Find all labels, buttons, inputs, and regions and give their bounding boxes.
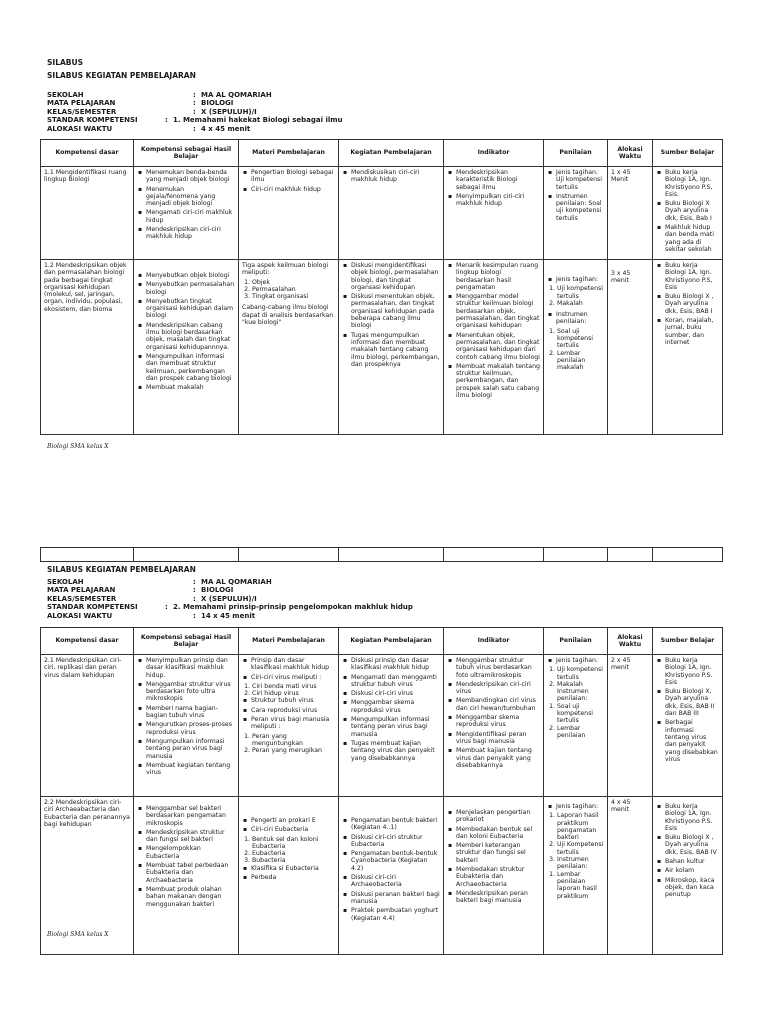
meta-value: BIOLOGI: [201, 99, 234, 108]
meta-key: ALOKASI WAKTU: [47, 611, 113, 620]
list-item: 1. Ciri benda mati virus: [252, 683, 335, 690]
list-item: ▪ Buku Biologi X Dyah aryulina dkk, Esis, Bab I: [665, 200, 719, 222]
header-kegiatan: Kegiatan Pembelajaran: [339, 140, 444, 167]
page2-top-strip: [40, 547, 723, 562]
list-item: ▪ Menggambar model struktur keilmuan biologi berdasarkan objek, permasalahan, dan tingkat organisasi kehidupan: [456, 293, 540, 329]
kegiatan-cell: [339, 797, 444, 955]
meta-key: SEKOLAH: [47, 578, 84, 586]
alokasi-cell: 2 x 45 menit: [608, 655, 653, 797]
list-item: 1. Uji kompetensi tertulis: [557, 285, 604, 300]
kd-cell: 2.2 Mendeskripsikan ciri-ciri Archaeabacteria dan Eubacteria dan peranannya bagi kehidupan: [41, 797, 134, 955]
list-item: ▪ Ciri-ciri makhluk hidup: [251, 186, 335, 193]
list-item: ▪ Ciri-ciri virus meliputi :: [251, 674, 335, 681]
list-item: 2. Peran yang merugikan: [252, 747, 335, 754]
list-item: ▪ Diskusi mengidentifikasi objek biologi, permasalahan biologi, dan tingkat organsasi kehidupan: [351, 262, 440, 291]
materi-cell: Tiga aspek keilmuan biologi meliputi: 1. Objek 2. Permasalahan 3. Tingkat organisasi Cabang-cabang ilmu biologi dapat di analisis berdasarkan "kue biologi": [239, 260, 339, 435]
indikator-cell: [444, 655, 544, 797]
list-item: 2. Lembar penilaian: [557, 725, 604, 740]
list-item: ▪ Membuat kajian tentang virus dan penyakit yang disebabkannya: [456, 747, 540, 769]
penilaian-cell: ▪ Jenis tagihan: 1. Uji kompetensi tertulis 2. Makalah ▪ Instrumen penilaian: 1. Soal uji kompetensi tertulis 2. Lembar penilaian makalah: [544, 260, 608, 435]
list-item: ▪ Menggambar struktur tubuh virus berdasarkan foto ultramikroskopis: [456, 657, 540, 679]
list-item: ▪ Menyimpulkan ciri-ciri makhluk hidup: [456, 193, 540, 208]
list-item: ▪ Jenis tagihan: Uji kompetensi tertulis: [556, 169, 604, 191]
meta-separator: :: [165, 116, 168, 125]
list-item: ▪ Mengumpulkan informasi tentang peran virus bagi manusia: [351, 716, 440, 738]
indikator-cell: [444, 167, 544, 260]
header-penilaian: Penilaian: [544, 628, 608, 655]
meta-separator: :: [193, 611, 196, 620]
penilaian-cell: [544, 167, 608, 260]
meta-key: SEKOLAH: [47, 91, 84, 99]
kegiatan-cell: [339, 260, 444, 435]
list-item: 3. Tingkat organisasi: [252, 293, 335, 300]
khb-cell: [134, 260, 239, 435]
header-kompetensi-dasar: Kompetensi dasar: [41, 140, 134, 167]
list-item: 1. Laporan hasil praktikum pengamatan bakteri: [557, 812, 604, 841]
meta-key: ALOKASI WAKTU: [47, 124, 113, 133]
list-item: ▪ Mendeskripsikan karakteristik Biologi sebagai ilmu: [456, 169, 540, 191]
list-item: ▪ Menyebutkan permasalahan biologi: [146, 281, 235, 296]
meta-value: X (SEPULUH)/I: [201, 594, 257, 603]
list-item: ▪ Praktek pembuatan yoghurt (Kegiatan 4.4): [351, 907, 440, 922]
list-item: ▪ Tugas membuat kajian tentang virus dan penyakit yang disebabkannya: [351, 740, 440, 762]
list-item: ▪ Pengamatan bentuk bakteri (Kegiatan 4..1): [351, 817, 440, 832]
list-item: ▪ Instrumen penilaian: Soal uji kompetensi tertulis: [556, 193, 604, 222]
khb-cell: [134, 797, 239, 955]
alokasi-cell: 4 x 45 menit: [608, 797, 653, 955]
list-item: ▪ Mengelompokkan Eubacteria: [146, 845, 235, 860]
list-item: 1. Soal uji kompetensi tertulis: [557, 328, 604, 350]
meta-separator: :: [193, 578, 196, 586]
list-item: 2. Makalah Instrumen penilaian:: [557, 681, 604, 703]
list-item: ▪ Pengerti an prokari E: [251, 817, 335, 824]
list-item: ▪ Diskusi peranan bakteri bagi manusia: [351, 891, 440, 906]
list-item: 3. Instrumen penilaian:: [557, 856, 604, 871]
materi-cell: [239, 655, 339, 797]
materi-cell: [239, 797, 339, 955]
list-item: ▪ Tugas mengumpulkan informasi dan membuat makalah tentang cabang ilmu biologi, perkembangan, dan prospeknya: [351, 332, 440, 368]
list-item: ▪ Diskusi ciri-ciri Archaeobacteria: [351, 874, 440, 889]
list-item: 1. Peran yang menguntungkan: [252, 733, 335, 748]
list-item: 1. Objek: [252, 279, 335, 286]
penilaian-cell: ▪ Jenis tagihan: 1. Laporan hasil praktikum pengamatan bakteri 2. Uji Kompetensi tertulis 3. Instrumen penilaian: 1. Lembar penilaian laporan hasil praktikum: [544, 797, 608, 955]
list-item: ▪ Klasifika si Eubacteria: [251, 865, 335, 872]
meta-value: 14 x 45 menit: [201, 611, 256, 620]
list-item: 2. Uji Kompetensi tertulis: [557, 841, 604, 856]
list-item: ▪ Membuat tabel perbedaan Eubakteria dan Archaebacteria: [146, 862, 235, 884]
list-item: ▪ Buku Biologi X, Dyah aryulina dkk, Esis, BAB II dan BAB III: [665, 688, 719, 717]
list-item: ▪ Membuat makalah tentang struktur keilmuan, perkembangan, dan prospek salah satu cabang ilmu biologi: [456, 363, 540, 399]
list-item: ▪ Berbagai informasi tentang virus dan penyakit yang disebabkan virus: [665, 719, 719, 763]
list-item: 2. Ciri hidup virus: [252, 690, 335, 697]
header-indikator: Indikator: [444, 140, 544, 167]
header-materi: Materi Pembelajaran: [239, 140, 339, 167]
sumber-cell: [653, 260, 723, 435]
list-item: ▪ Membandingkan ciri virus dan ciri hewan/tumbuhan: [456, 697, 540, 712]
penilaian-cell: ▪ Jenis tagihan: 1. Uji kompetensi tertulis 2. Makalah Instrumen penilaian: 1. Soal uji kompetensi tertulis 2. Lembar penilaian: [544, 655, 608, 797]
meta-key: MATA PELAJARAN: [47, 586, 116, 595]
list-item: ▪ Mengurutkan proses-proses reproduksi virus: [146, 721, 235, 736]
list-item: 1. Uji kompetensi tertulis: [557, 666, 604, 681]
meta-key: KELAS/SEMESTER: [47, 107, 117, 116]
table-row: [41, 260, 723, 435]
header-kompetensi-hasil: Kompetensi sebagai Hasil Belajar: [134, 140, 239, 167]
list-item: ▪ Menemukan gejala/fenomena yang menjadi objek biologi: [146, 186, 235, 208]
list-item: ▪ Ciri-ciri Eubacteria: [251, 826, 335, 833]
list-item: ▪ Menyebutkan tingkat organisasi kehidupan dalam biologi: [146, 298, 235, 320]
meta-value: 1. Memahami hakekat Biologi sebagai ilmu: [173, 116, 343, 125]
kegiatan-cell: [339, 655, 444, 797]
list-item: ▪ Buku kerja Biologi 1A, Ign. Khristiyono P.S, Esis: [665, 262, 719, 291]
list-item: ▪ Struktur tubuh virus: [251, 697, 335, 704]
list-item: ▪ Perbeda: [251, 874, 335, 881]
meta-separator: :: [193, 594, 196, 603]
list-item: ▪ Mengumpulkan informasi dan membuat struktur keilmuan, perkembangan dan prospek cabang biologi: [146, 353, 235, 382]
list-item: ▪ Menentukan objek, permasalahan, dan tingkat organisasi kehidupan dari contoh cabang ilmu biologi: [456, 332, 540, 361]
list-item: ▪ Peran virus bagi manusia meliputi :: [251, 716, 335, 731]
materi-cell: [239, 167, 339, 260]
list-item: 1. Soal uji kompetensi tertulis: [557, 703, 604, 725]
list-item: ▪ Mendeskripsikan ciri-ciri makhluk hidup: [146, 226, 235, 241]
list-item: ▪ Membuat produk olahan bahan makanan dengan menggunakan bakteri: [146, 886, 235, 908]
header-kompetensi-hasil: Kompetensi sebagai Hasil Belajar: [134, 628, 239, 655]
list-item: ▪ Menggambar sel bakteri berdasarkan pengamatan mikroskopis: [146, 805, 235, 827]
list-item: ▪ Buku kerja Biologi 1A, Ign. Khristiyono P.S. Esis: [665, 657, 719, 686]
page1-meta: [47, 91, 707, 137]
header-materi: Materi Pembelajaran: [239, 628, 339, 655]
list-item: 1. Bentuk sel dan koloni Eubacteria: [252, 836, 335, 851]
page1-subtitle: SILABUS KEGIATAN PEMBELAJARAN: [47, 71, 196, 80]
list-item: ▪ Mendeskripsikan ciri-ciri virus: [456, 681, 540, 696]
table-row: [41, 167, 723, 260]
list-item: 2. Lembar penilaian makalah: [557, 350, 604, 372]
list-item: ▪ Memberi nama bagian-bagian tubuh virus: [146, 705, 235, 720]
header-alokasi: Alokasi Waktu: [608, 140, 653, 167]
list-item: ▪ Menyimpulkan prinsip dan dasar klasifikasi makhluk hidup.: [146, 657, 235, 679]
list-item: ▪ Membuat makalah: [146, 384, 235, 391]
table-row: [41, 797, 723, 955]
header-penilaian: Penilaian: [544, 140, 608, 167]
list-item: ▪ Cara reproduksi virus: [251, 707, 335, 714]
meta-separator: :: [193, 91, 196, 99]
meta-separator: :: [165, 603, 168, 612]
alokasi-cell: 1 x 45 Menit: [608, 167, 653, 260]
list-item: 2. Eubacteria: [252, 850, 335, 857]
list-item: ▪ Diskusi ciri-ciri struktur Eubacteria: [351, 834, 440, 849]
page2-syllabus-table: [40, 627, 723, 955]
list-item: ▪ Pengertian Biologi sebagai ilmu: [251, 169, 335, 184]
kd-cell: 1.1 Mengidentifikasi ruang lingkup Biologi: [41, 167, 134, 260]
page1-syllabus-table: [40, 139, 723, 435]
list-item: ▪ Diskusi ciri-ciri virus: [351, 690, 440, 697]
list-item: 2. Makalah: [557, 300, 604, 307]
list-item: ▪ Mengamati ciri-ciri makhluk hidup: [146, 209, 235, 224]
list-item: ▪ Menemukan benda-benda yang menjadi objek biologi: [146, 169, 235, 184]
header-sumber: Sumber Belajar: [653, 628, 723, 655]
list-item: ▪ Membedakan bentuk sel dan koloni Eubacteria: [456, 826, 540, 841]
meta-key: MATA PELAJARAN: [47, 99, 116, 108]
meta-key: STANDAR KOMPETENSI: [47, 603, 138, 612]
sumber-cell: [653, 655, 723, 797]
list-item: ▪ Mendeskripsikan peran bakteri bagi manusia: [456, 890, 540, 905]
list-item: ▪ Membedakan struktur Eubakteria dan Archaeobacteria: [456, 866, 540, 888]
header-kompetensi-dasar: Kompetensi dasar: [41, 628, 134, 655]
list-item: ▪ Prinsip dan dasar klasifikasi makhluk hidup: [251, 657, 335, 672]
header-sumber: Sumber Belajar: [653, 140, 723, 167]
list-item: ▪ Memberi keterangan struktur dan fungsi sel bakteri: [456, 842, 540, 864]
list-item: ▪ Mendeskripsikan cabang ilmu biologi berdasarkan objek, masalah dan tingkat organisasi kehidupannnya.: [146, 322, 235, 351]
kegiatan-cell: [339, 167, 444, 260]
list-item: ▪ Menyebutkan objek biologi: [146, 272, 235, 279]
list-item: ▪ Membuat kegiatan tentang virus: [146, 762, 235, 777]
meta-value: MA AL QOMARIAH: [201, 578, 272, 586]
list-item: 1. Lembar penilaian laporan hasil praktikum: [557, 871, 604, 900]
list-item: ▪ Bahan kultur: [665, 858, 719, 865]
page2-meta: [47, 578, 707, 624]
header-indikator: Indikator: [444, 628, 544, 655]
list-item: ▪ Mengamati dan menggamti struktur tubuh virus: [351, 674, 440, 689]
list-item: 3. Bubacteria: [252, 857, 335, 864]
page1-footer: Biologi SMA kelas X: [47, 443, 109, 450]
meta-separator: :: [193, 99, 196, 108]
list-item: ▪ Diskusi menentukan objek, permasalahan, dan tingkat organisasi kehidupan pada beberapa cabang ilmu biologi: [351, 293, 440, 329]
list-item: ▪ Buku Biologi X , Dyah aryulina dkk, Esis, BAB I: [665, 293, 719, 315]
sumber-cell: [653, 167, 723, 260]
page2-footer: Biologi SMA kelas X: [47, 931, 109, 938]
meta-value: MA AL QOMARIAH: [201, 91, 272, 99]
alokasi-cell: 3 x 45 menit: [608, 260, 653, 435]
meta-value: 2. Memahami prinsip-prinsip pengelompokan makhluk hidup: [173, 603, 413, 612]
kd-cell: 2.1 Mendeskripsikan ciri-ciri, replikasi dan peran virus dalam kehidupan: [41, 655, 134, 797]
khb-cell: [134, 655, 239, 797]
list-item: ▪ Pengamatan bentuk-bentuk Cyanobacteria (Kegiatan 4.2): [351, 850, 440, 872]
list-item: ▪ Menarik kesimpulan ruang lingkup biologi berdasarkan hasil pengamatan: [456, 262, 540, 291]
list-item: ▪ Mendeskripsikan struktur dan fungsi sel bakteri: [146, 829, 235, 844]
list-item: ▪ Buku Biologi X , Dyah aryulina dkk, Esis, BAB IV: [665, 834, 719, 856]
list-item: ▪ Menggambar skema reproduksi virus: [351, 699, 440, 714]
indikator-cell: [444, 797, 544, 955]
list-item: ▪ Air kolam: [665, 867, 719, 874]
list-item: ▪ Koran, majalah, jurnal, buku sumber, dan internet: [665, 317, 719, 346]
list-item: ▪ Buku kerja Biologi 1A, Ign. Khristiyono P.S. Esis: [665, 803, 719, 832]
meta-value: X (SEPULUH)/I: [201, 107, 257, 116]
meta-key: KELAS/SEMESTER: [47, 594, 117, 603]
meta-key: STANDAR KOMPETENSI: [47, 116, 138, 125]
list-item: ▪ Menggambar skema reproduksi virus: [456, 714, 540, 729]
meta-separator: :: [193, 107, 196, 116]
list-item: ▪ Makhluk hidup dan benda mati yang ada di sekitar sekolah: [665, 224, 719, 253]
sumber-cell: [653, 797, 723, 955]
list-item: 2. Permasalahan: [252, 286, 335, 293]
indikator-cell: [444, 260, 544, 435]
list-item: ▪ Buku kerja Biologi 1A, Ign. Khristiyono P.S, Esis.: [665, 169, 719, 198]
list-item: ▪ Mengumpulkan informasi tentang peran virus bagi manusia: [146, 738, 235, 760]
page1-title: SILABUS: [47, 58, 83, 67]
khb-cell: [134, 167, 239, 260]
list-item: ▪ Mengidentifikasi peran virus bagi manusia: [456, 731, 540, 746]
list-item: ▪ Diskusi prinsip dan dasar klasifikasi makhluk hidup: [351, 657, 440, 672]
list-item: ▪ Mikroskop, kaca objek, dan kaca penutup: [665, 877, 719, 899]
kd-cell: 1.2 Mendeskripsikan objek dan permasalahan biologi pada berbagai tingkat organisasi kehidupan (molekul, sel, jaringan, organ, individu, populasi, ekosistem, dan bioma: [41, 260, 134, 435]
meta-value: BIOLOGI: [201, 586, 234, 595]
list-item: ▪ Mendiskusikan ciri-ciri makhluk hidup: [351, 169, 440, 184]
list-item: ▪ Menjelaskan pengertian prokariot: [456, 809, 540, 824]
page2-title: SILABUS KEGIATAN PEMBELAJARAN: [47, 565, 196, 574]
meta-value: 4 x 45 menit: [201, 124, 251, 133]
meta-separator: :: [193, 124, 196, 133]
header-alokasi: Alokasi Waktu: [608, 628, 653, 655]
header-kegiatan: Kegiatan Pembelajaran: [339, 628, 444, 655]
table-row: [41, 655, 723, 797]
list-item: ▪ Menggambar struktur virus berdasarkan foto ultra mikroskopis: [146, 681, 235, 703]
meta-separator: :: [193, 586, 196, 595]
